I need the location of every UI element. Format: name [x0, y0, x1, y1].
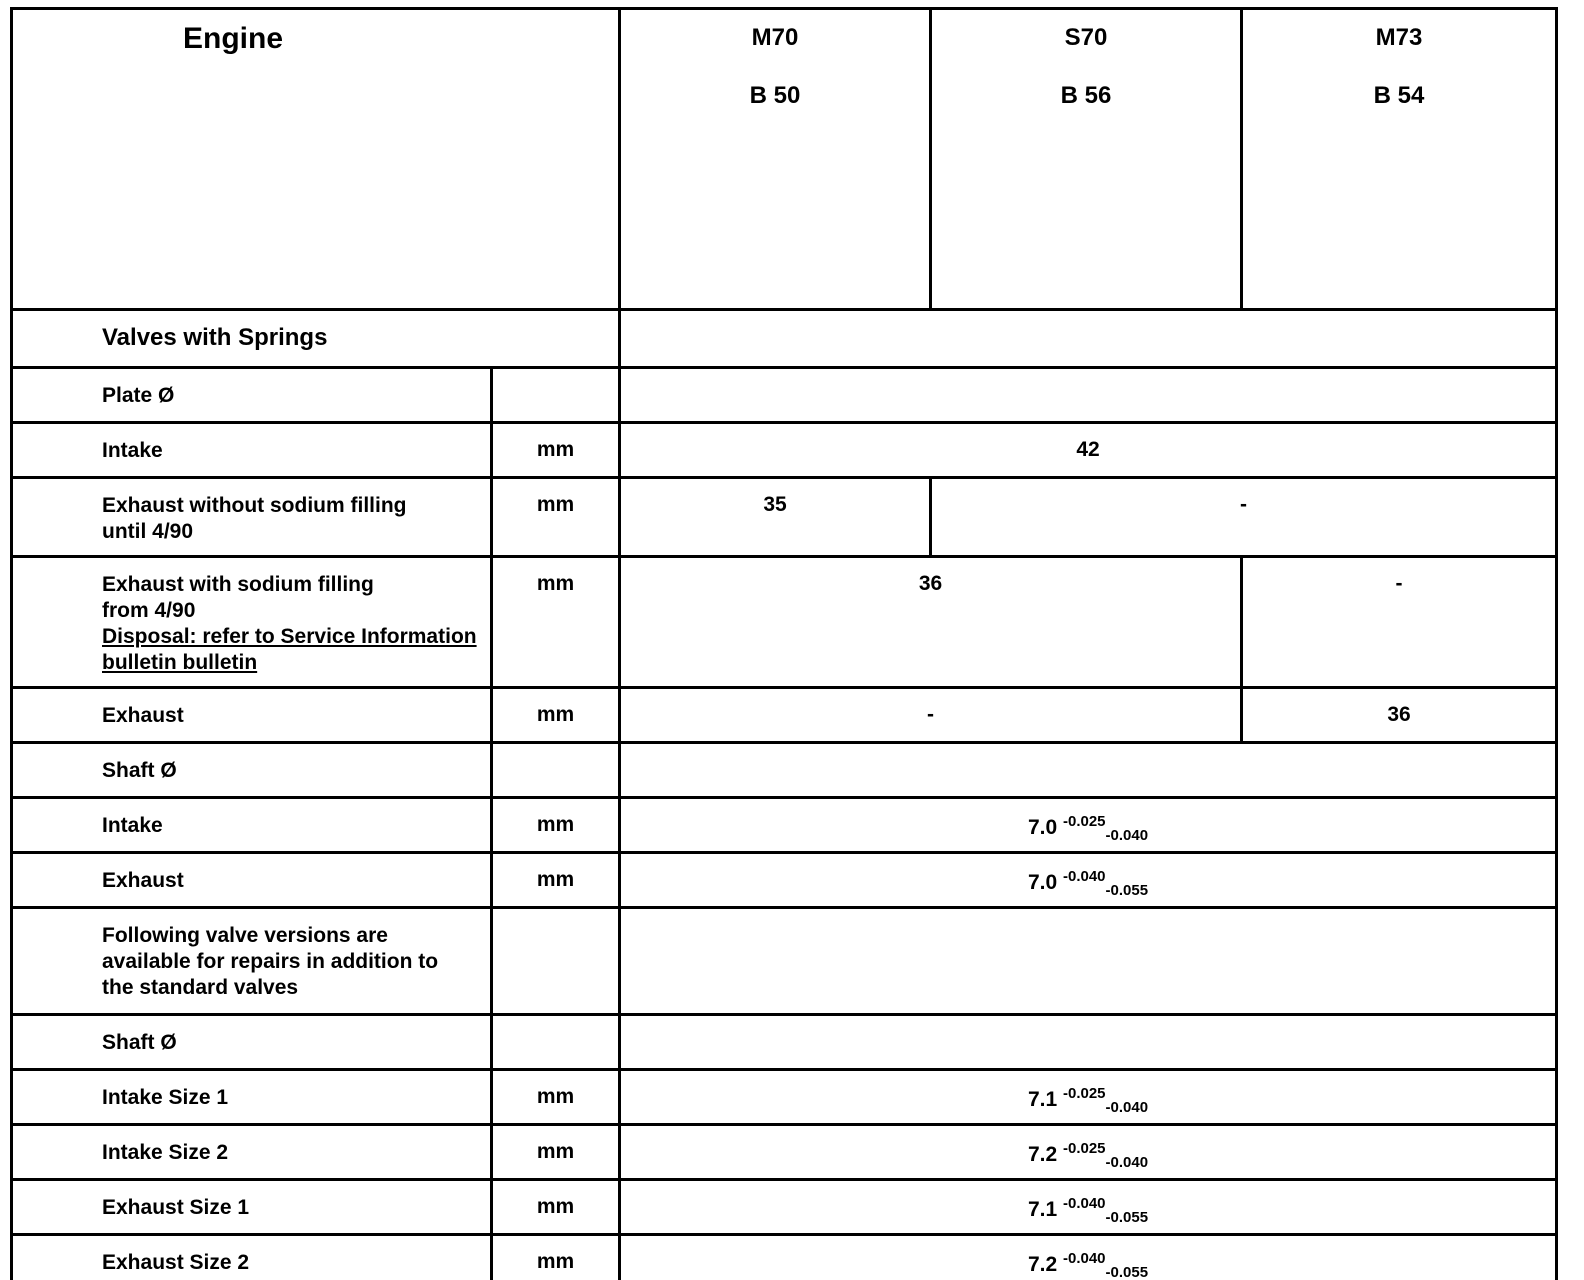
engine-code: B 54: [1373, 82, 1425, 109]
value-base: 7.1: [1027, 1088, 1058, 1111]
engine-m70-header: [620, 9, 931, 310]
row-value: [620, 1070, 1557, 1125]
table-row: [12, 423, 1557, 478]
row-unit: mm: [492, 423, 620, 478]
row-label: [12, 478, 492, 557]
table-row: [12, 1235, 1557, 1280]
row-unit: mm: [492, 1070, 620, 1125]
tolerance-lower: -0.040: [1105, 1099, 1149, 1116]
engine-model: M73: [1375, 24, 1423, 51]
row-label: Exhaust: [12, 853, 492, 908]
row-label: Intake Size 1: [12, 1070, 492, 1125]
row-label: Shaft Ø: [12, 743, 492, 798]
tolerance-lower: -0.055: [1105, 882, 1149, 899]
row-value: [620, 798, 1557, 853]
tolerance-upper: -0.040: [1062, 1195, 1106, 1212]
service-info-link[interactable]: Disposal: refer to Service Information bulletin bulletin: [102, 625, 477, 674]
row-value: [620, 853, 1557, 908]
row-unit: mm: [492, 1125, 620, 1180]
table-row: [12, 1125, 1557, 1180]
engine-spec-table: [10, 7, 1558, 1280]
row-label: Intake: [12, 798, 492, 853]
label-line: Exhaust with sodium filling: [102, 573, 374, 596]
section-row: [12, 310, 1557, 368]
row-unit: [492, 1015, 620, 1070]
row-label: Shaft Ø: [12, 1015, 492, 1070]
table-row: [12, 743, 1557, 798]
table-row: [12, 368, 1557, 423]
engine-model: S70: [1064, 24, 1108, 51]
section-title: Valves with Springs: [12, 310, 620, 368]
row-unit: mm: [492, 798, 620, 853]
engine-code: B 50: [749, 82, 801, 109]
engine-m73-header: [1242, 9, 1557, 310]
tolerance-lower: -0.040: [1105, 827, 1149, 844]
row-unit: mm: [492, 1180, 620, 1235]
value-base: 7.2: [1027, 1143, 1058, 1166]
value-m70-s70: -: [620, 688, 1242, 743]
label-line: the standard valves: [102, 976, 299, 999]
table-row: [12, 853, 1557, 908]
table-row: [12, 1070, 1557, 1125]
row-unit: [492, 368, 620, 423]
value-base: 7.2: [1027, 1253, 1058, 1276]
row-value: [620, 908, 1557, 1015]
row-value: 42: [620, 423, 1557, 478]
row-value: [620, 1180, 1557, 1235]
table-row: [12, 798, 1557, 853]
table-row: [12, 908, 1557, 1015]
value-base: 7.1: [1027, 1198, 1058, 1221]
tolerance-upper: -0.025: [1062, 1140, 1106, 1157]
row-unit: mm: [492, 1235, 620, 1280]
row-value: [620, 743, 1557, 798]
value-m73: 36: [1242, 688, 1557, 743]
table-row: [12, 478, 1557, 557]
row-label: Plate Ø: [12, 368, 492, 423]
engine-header: [12, 9, 620, 310]
tolerance-lower: -0.040: [1105, 1154, 1149, 1171]
row-label: Exhaust Size 1: [12, 1180, 492, 1235]
row-label: Exhaust Size 2: [12, 1235, 492, 1280]
engine-s70-header: [931, 9, 1242, 310]
engine-label: Engine: [183, 22, 284, 55]
section-value-blank: [620, 310, 1557, 368]
table-row: [12, 557, 1557, 688]
table-row: [12, 688, 1557, 743]
row-unit: mm: [492, 557, 620, 688]
engine-model: M70: [751, 24, 799, 51]
row-label: [12, 908, 492, 1015]
row-unit: [492, 908, 620, 1015]
value-base: 7.0: [1027, 871, 1058, 894]
tolerance-upper: -0.025: [1062, 813, 1106, 830]
tolerance-lower: -0.055: [1105, 1264, 1149, 1280]
row-value: [620, 368, 1557, 423]
row-label: Intake Size 2: [12, 1125, 492, 1180]
tolerance-upper: -0.040: [1062, 868, 1106, 885]
label-line: Following valve versions are: [102, 924, 388, 947]
engine-code: B 56: [1060, 82, 1112, 109]
row-unit: [492, 743, 620, 798]
row-label: Intake: [12, 423, 492, 478]
row-value: [620, 1235, 1557, 1280]
value-m70: 35: [620, 478, 931, 557]
value-m73: -: [1242, 557, 1557, 688]
value-m70-s70: 36: [620, 557, 1242, 688]
tolerance-upper: -0.040: [1062, 1250, 1106, 1267]
row-label: [12, 557, 492, 688]
label-line: available for repairs in addition to: [102, 950, 439, 973]
header-row: [12, 9, 1557, 310]
row-unit: mm: [492, 853, 620, 908]
row-unit: mm: [492, 688, 620, 743]
label-line: Exhaust without sodium filling: [102, 494, 407, 517]
row-value: [620, 1015, 1557, 1070]
tolerance-upper: -0.025: [1062, 1085, 1106, 1102]
row-value: [620, 1125, 1557, 1180]
row-label: Exhaust: [12, 688, 492, 743]
value-base: 7.0: [1027, 816, 1058, 839]
table-row: [12, 1180, 1557, 1235]
label-line: until 4/90: [102, 520, 194, 543]
label-line: from 4/90: [102, 599, 196, 622]
row-unit: mm: [492, 478, 620, 557]
tolerance-lower: -0.055: [1105, 1209, 1149, 1226]
value-s70-m73: -: [931, 478, 1557, 557]
table-row: [12, 1015, 1557, 1070]
